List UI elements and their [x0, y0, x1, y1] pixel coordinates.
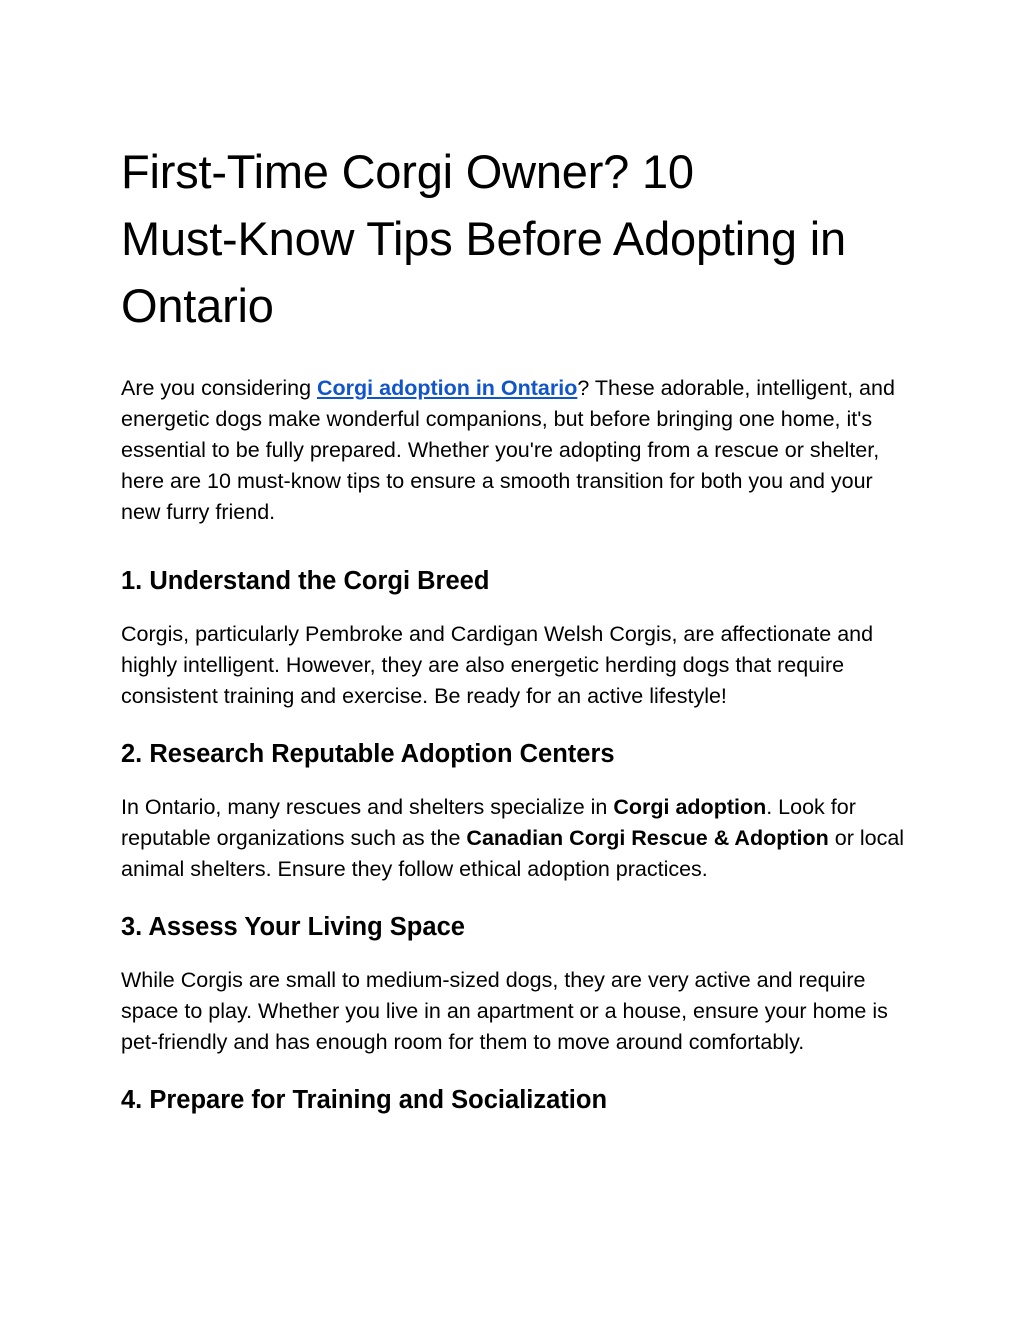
- bold-canadian-corgi-rescue: Canadian Corgi Rescue & Adoption: [466, 826, 829, 850]
- section-2-text-a: In Ontario, many rescues and shelters specialize in: [121, 795, 614, 819]
- title-line-1: First-Time Corgi Owner? 10: [121, 145, 694, 198]
- section-heading-3: 3. Assess Your Living Space: [121, 913, 465, 941]
- section-body-3: While Corgis are small to medium-sized dogs, they are very active and require space to play. Whether you live in an apartment or a house, ensure your home is pet-friendly and has enough room for them to move around comfortably.: [121, 968, 888, 1054]
- bold-corgi-adoption: Corgi adoption: [613, 795, 767, 819]
- section-heading-1: 1. Understand the Corgi Breed: [121, 567, 490, 595]
- section-heading-2: 2. Research Reputable Adoption Centers: [121, 740, 615, 768]
- intro-text-rest: ? These adorable, intelligent, and energetic dogs make wonderful companions, but before bringing one home, it's essential to be fully prepared. Whether you're adopting from a rescue or shelter, here are 10 must-know tips to ensure a smooth transition for both you and your new furry friend.: [121, 376, 895, 524]
- section-body-2: [121, 792, 911, 885]
- document-page: [121, 138, 911, 1138]
- section-2-text-c: or local animal shelters. Ensure they follow ethical adoption practices.: [121, 826, 905, 881]
- title-line-2: Must-Know Tips Before Adopting in: [121, 212, 846, 265]
- section-2-text-b: . Look for reputable organizations such as the: [121, 795, 856, 850]
- section-heading-4: 4. Prepare for Training and Socialization: [121, 1086, 608, 1114]
- intro-paragraph: [121, 373, 911, 528]
- corgi-adoption-link[interactable]: Corgi adoption in Ontario: [317, 376, 578, 400]
- section-body-1: Corgis, particularly Pembroke and Cardigan Welsh Corgis, are affectionate and highly intelligent. However, they are also energetic herding dogs that require consistent training and exercise. Be ready for an active lifestyle!: [121, 622, 874, 708]
- document-title: [121, 138, 911, 339]
- intro-text-start: Are you considering: [121, 376, 317, 400]
- title-line-3: Ontario: [121, 279, 274, 332]
